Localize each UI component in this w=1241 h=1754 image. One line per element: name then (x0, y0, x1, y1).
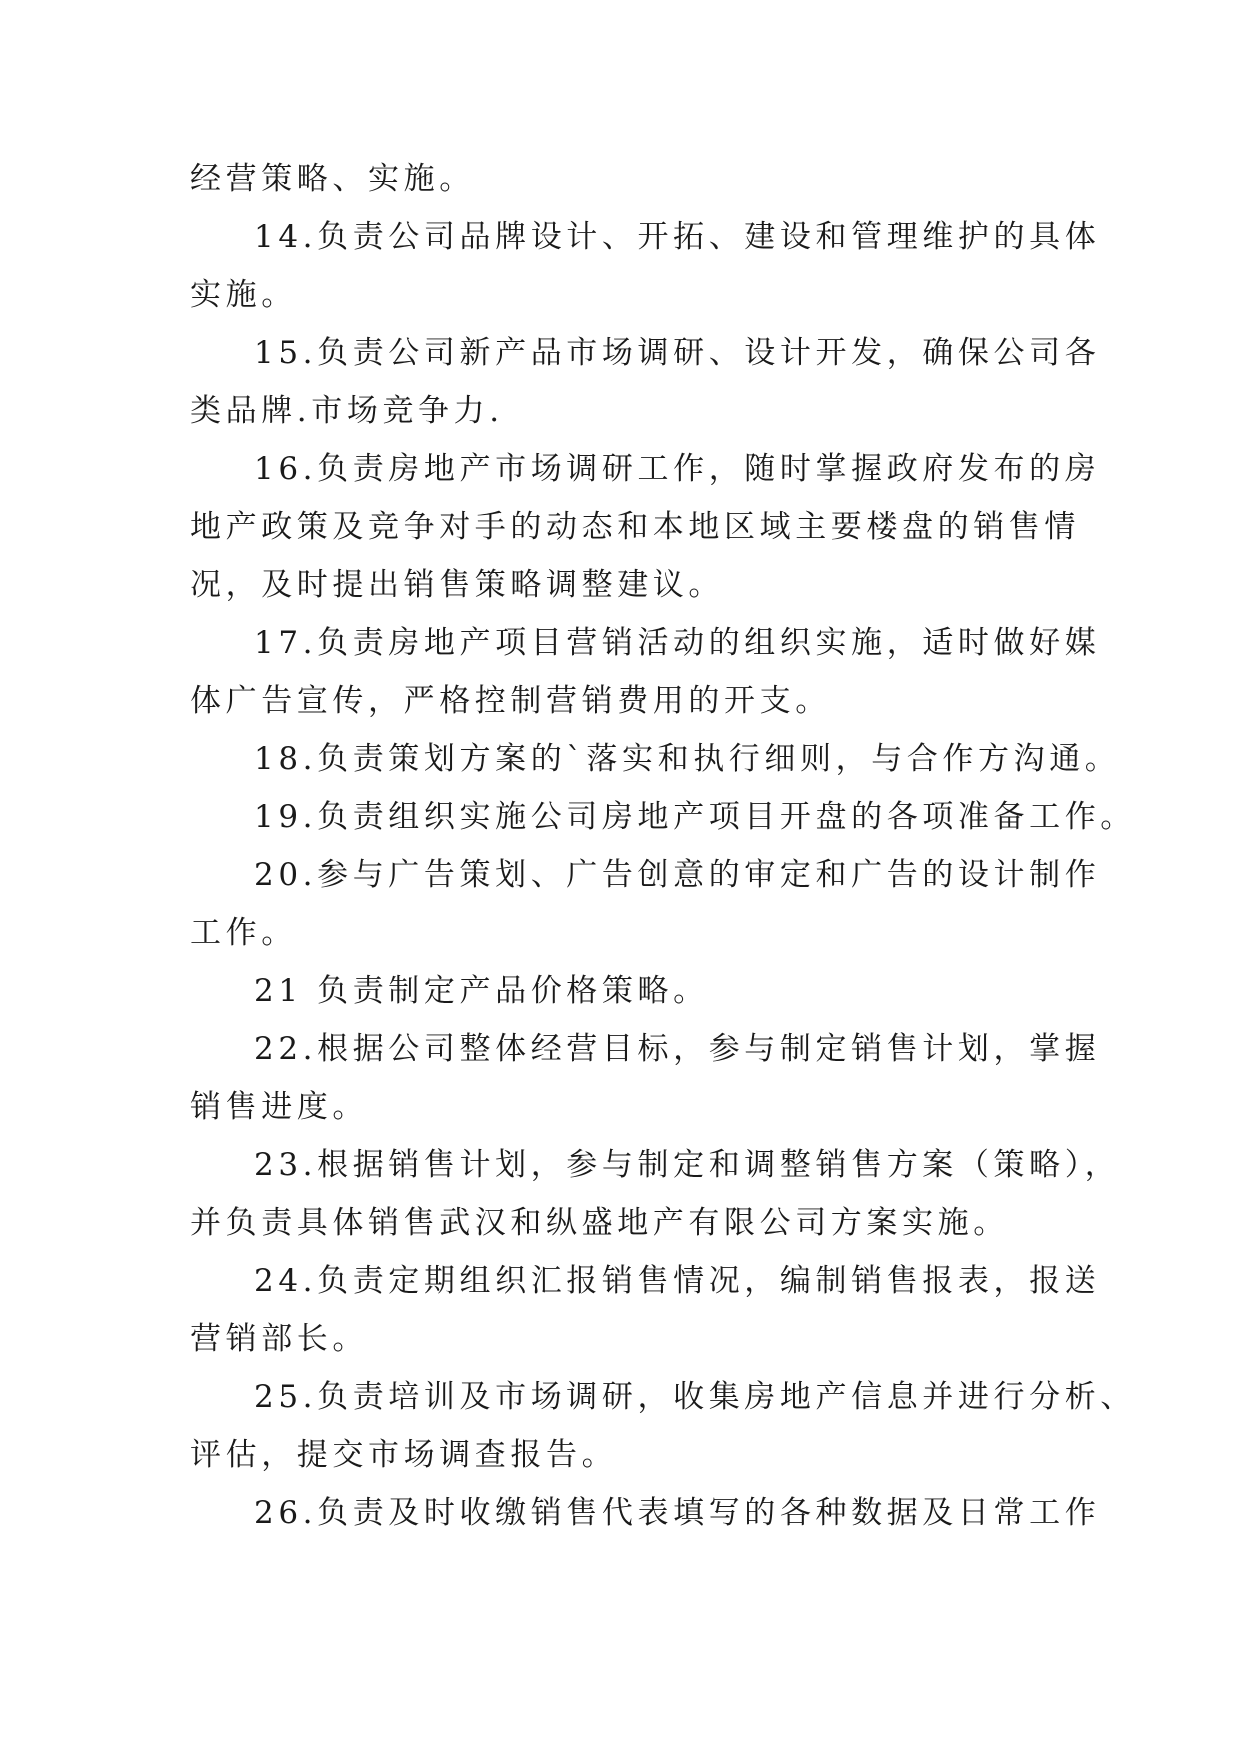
text-line: 25.负责培训及市场调研，收集房地产信息并进行分析、 (254, 1379, 1136, 1415)
text-line: 工作。 (190, 915, 297, 951)
text-line: 18.负责策划方案的`落实和执行细则，与合作方沟通。 (254, 741, 1121, 777)
text-line: 地产政策及竞争对手的动态和本地区域主要楼盘的销售情 (190, 509, 1080, 545)
text-line: 24.负责定期组织汇报销售情况，编制销售报表，报送 (254, 1263, 1101, 1299)
text-line: 16.负责房地产市场调研工作，随时掌握政府发布的房 (254, 451, 1101, 487)
text-line: 评估，提交市场调查报告。 (190, 1437, 618, 1473)
text-line: 14.负责公司品牌设计、开拓、建设和管理维护的具体 (254, 219, 1101, 255)
text-line: 经营策略、实施。 (190, 161, 475, 197)
text-line: 类品牌.市场竞争力. (190, 393, 504, 429)
text-line: 19.负责组织实施公司房地产项目开盘的各项准备工作。 (254, 799, 1136, 835)
text-line: 实施。 (190, 277, 297, 313)
text-line: 营销部长。 (190, 1321, 368, 1357)
text-line: 17.负责房地产项目营销活动的组织实施，适时做好媒 (254, 625, 1101, 661)
text-line: 21 负责制定产品价格策略。 (254, 973, 709, 1009)
document-page (190, 150, 1136, 1542)
text-line: 销售进度。 (190, 1089, 368, 1125)
text-line: 体广告宣传，严格控制营销费用的开支。 (190, 683, 831, 719)
text-line: 22.根据公司整体经营目标，参与制定销售计划，掌握 (254, 1031, 1101, 1067)
text-line: 况，及时提出销售策略调整建议。 (190, 567, 724, 603)
text-line: 并负责具体销售武汉和纵盛地产有限公司方案实施。 (190, 1205, 1009, 1241)
text-line: 23.根据销售计划，参与制定和调整销售方案（策略）， (254, 1147, 1121, 1183)
text-line: 26.负责及时收缴销售代表填写的各种数据及日常工作 (254, 1495, 1101, 1531)
text-line: 20.参与广告策划、广告创意的审定和广告的设计制作 (254, 857, 1101, 893)
text-line: 15.负责公司新产品市场调研、设计开发，确保公司各 (254, 335, 1101, 371)
